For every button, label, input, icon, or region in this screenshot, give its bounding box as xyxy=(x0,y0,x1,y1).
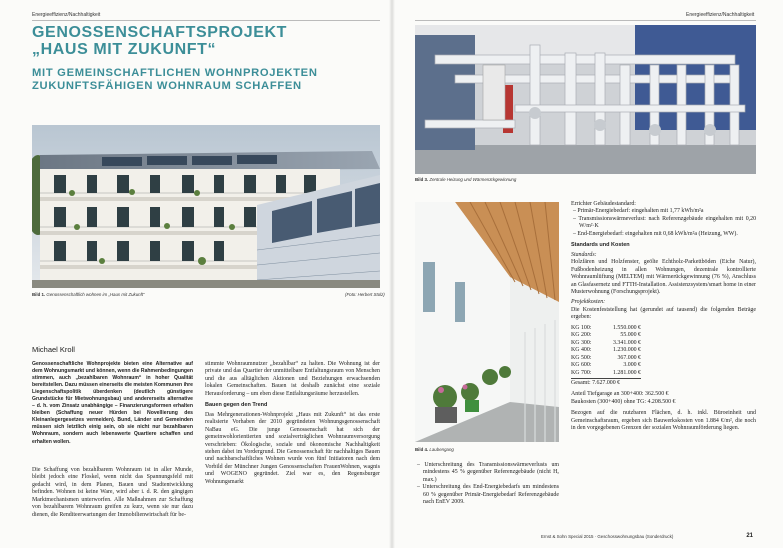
bullet-transmission: – Unterschreitung des Transmissionswärmeverlusts um mindestens 45 % gegenüber Referenzgebäude (nicht Hₐ max.) xyxy=(417,462,559,483)
projectcosts-text: Die Kostenfeststellung hat (gerundet auf tausend) die folgenden Beträge ergeben: xyxy=(571,306,756,321)
footer-right: Ernst & Sohn Special 2015 · Geschosswohnungsbau (Sonderdruck) xyxy=(541,534,674,539)
cost-row: KG 300: 3.341.000 € xyxy=(571,339,641,346)
cost-groups-list xyxy=(571,325,756,388)
standard-bullet-1: – Primär-Energiebedarf: eingehalten mit 1,77 kWh/m²a xyxy=(573,208,704,215)
article-title-line-2: „HAUS MIT ZUKUNFT“ xyxy=(32,41,217,58)
figure-4-label: Bild 4. xyxy=(415,447,429,452)
figure-4-caption-text: Laubengang xyxy=(429,447,454,452)
cost-row: KG 100: 1.550.000 € xyxy=(571,324,641,331)
figure-1-photo xyxy=(32,125,380,288)
section-tag-right: Energieeffizienz/Nachhaltigkeit xyxy=(686,12,755,18)
sum-rule xyxy=(571,378,641,379)
heating-system-illustration xyxy=(415,25,756,174)
bullet-endenergy: – Unterschreitung des End-Energiebedarfs um mindestens 60 % gegenüber Primär-Energiebedarf Referenzgebäude nach EnEV 2009. xyxy=(417,484,559,506)
figure-3-photo xyxy=(415,25,756,174)
header-rule-right xyxy=(415,20,756,21)
cost-row: KG 600: 3.000 € xyxy=(571,362,641,369)
standards-label: Standards: xyxy=(571,251,597,258)
article-title-line-1: GENOSSENSCHAFTSPROJEKT xyxy=(32,24,288,41)
standards-text: Holzfären und Holzfenster, geölte Echtholz-Parkettböden (Eiche Natur), Fußbodenheizung in allen Wohnungen, dezentrale kontrollierte Wohnraumlüftung (MELTEM) mit Wärmerückgewinnung (76 %), Anschluss an Glasfasernetz und FTTH-Installation. Assistenzsystem/smart home in einer Musterwohnung (Forschungsprojekt). xyxy=(571,259,756,295)
section-tag-left: Energieeffizienz/Nachhaltigkeit xyxy=(32,12,101,18)
cost-row: KG 700: 1.281.000 € xyxy=(571,369,641,376)
header-rule-left xyxy=(32,20,380,21)
figure-1-caption-text: Genossenschaftlich wohnen im „Haus mit Zukunft“ xyxy=(46,292,145,297)
body-column-1-text: Die Schaffung von bezahlbarem Wohnraum ist in aller Munde, bleibt jedoch eine Floskel, wenn nicht das Spannungsfeld mit gedacht wird, in dem Planen, Bauen und Stadtentwicklung befinden. Wohnen ist keine Ware, wird aber i. d. R. den gängigen Marktmechanismen unterworfen. Alle Maßnahmen zur Schaffung von bezahlbarem Wohnraum greifen zu kurz, wenn sie nur dazu dienen, die Renditeerwartungen der Immobilienwirtschaft für be- xyxy=(32,467,193,518)
section-heading-bauen: Bauen gegen den Trend xyxy=(205,402,268,409)
figure-1-caption xyxy=(32,292,145,297)
figure-1-label: Bild 1. xyxy=(32,292,46,297)
body-column-1 xyxy=(32,467,193,519)
costs-heading: Standards und Kosten xyxy=(571,242,630,249)
cost-row: KG 400: 1.230.000 € xyxy=(571,347,641,354)
projectcosts-label: Projektkosten: xyxy=(571,299,606,306)
body-column-3 xyxy=(415,462,559,507)
body-column-2 xyxy=(205,361,380,486)
author-name: Michael Kroll xyxy=(32,345,75,354)
building-illustration xyxy=(32,125,380,288)
figure-3-caption xyxy=(415,177,516,182)
cost-row: KG 500: 367.000 € xyxy=(571,354,641,361)
standard-bullet-3: – End-Energiebedarf: eingehalten mit 0,68 kWh/m²a (Heizung, WW). xyxy=(573,230,738,237)
lead-paragraph: Genossenschaftliche Wohnprojekte bieten eine Alternative auf dem Wohnungsmarkt und können, wenn die Rahmenbedingungen stimmen, auch „bezahlbaren Wohnraum“ in hoher Qualität bereitstellen. Dazu müssen einerseits die meisten Kommunen ihre Liegenschaftspolitik überdenken (deutlich günstigere Grundstücke für Mietwohnungsbau) und andererseits alternative – d. h. vom Zinsatz unabhängige – Finanzierungsformen erhalten bleiben (Schaffung neuer Hürden bei Novellierung des Kleinanlegergesetzes vermeiden). Bund, Länder und Gemeinden müssen sich letztlich einig sein, ob sie nicht nur bezahlbaren Wohnraum, sondern auch lebenswerte Quartiere schaffen und erhalten wollen. xyxy=(32,361,193,445)
body-column-2-text-b: Das Mehrgenerationen-Wohnprojekt „Haus mit Zukunft“ ist das erste realisierte Vorhaben der 2010 gegründeten Wohnungsgenossenschaft NaBau eG. Die junge Genossenschaft hat sich der gemeinwohlorientierten und sozialverträglichen Wohnraumversorgung verschrieben: Ökologische, soziale und ökonomische Nachhaltigkeit stehen dabei im Vordergrund. Die Genossenschaft für nachhaltiges Bauen und nachbarschaftliches Wohnen wurde von fünf Initiatoren nach dem Vorbild der Münchner Jungen Genossenschaften FrauenWohnen, wagnis und WOGENO gegründet. Ziel war es, den Regensburger Wohnungsmarkt xyxy=(205,411,380,485)
page-gutter xyxy=(389,0,395,548)
cost-row: KG 200: 55.000 € xyxy=(571,332,641,339)
closing-paragraph: Bezogen auf die nutzbaren Flächen, d. h. inkl. Büroeinheit und Gemeinschaftsraum, ergeben sich Bauwerkskosten von 1.884 €/m², die noch in den vorgegebenen Grenzen der sozialen Wohnraumförderung liegen. xyxy=(571,410,756,432)
figure-4-photo xyxy=(415,202,559,442)
figure-3-label: Bild 3. xyxy=(415,177,429,182)
tiefgarage-share: Anteil Tiefgarage an 300+400: 362.500 € xyxy=(571,391,669,398)
article-subtitle-line-1: MIT GEMEINSCHAFTLICHEN WOHNPROJEKTEN xyxy=(32,67,318,79)
page-number: 21 xyxy=(746,533,753,539)
walkway-illustration xyxy=(415,202,559,442)
standard-heading: Errichter Gebäudestandard: xyxy=(571,201,636,207)
cost-total: Gesamt: 7.627.000 € xyxy=(571,379,621,386)
figure-3-caption-text: Zentrale Heizung und Wärmerückgewinnung xyxy=(429,177,517,182)
body-column-2-text-a: stimmte Wohnraumnutzer „bezahlbar“ zu halten. Die Wohnung ist der private und das Quartier der unmittelbare Entfaltungsraum von Menschen und die aus alltäglichen Aktionen und Beziehungen erwachsenden lokalen Gemeinschaften. Bauen ist deshalb zunächst eine soziale Herausforderung – um eben diese Entfaltungsräume herzustellen. xyxy=(205,361,380,397)
article-subtitle-line-2: ZUKUNFTSFÄHIGEN WOHNRAUM SCHAFFEN xyxy=(32,80,302,92)
figure-4-caption xyxy=(415,447,454,452)
body-column-4 xyxy=(571,201,756,433)
standard-bullet-2: – Transmissionswärmeverlust: nach Referenzgebäude eingehalten mit 0,20 W/m²·K xyxy=(573,215,757,230)
baukosten: Baukosten (300+400) ohne TG: 4.208.500 € xyxy=(571,398,676,405)
figure-1-credit: (Foto: Herbert Stolz) xyxy=(345,292,385,297)
